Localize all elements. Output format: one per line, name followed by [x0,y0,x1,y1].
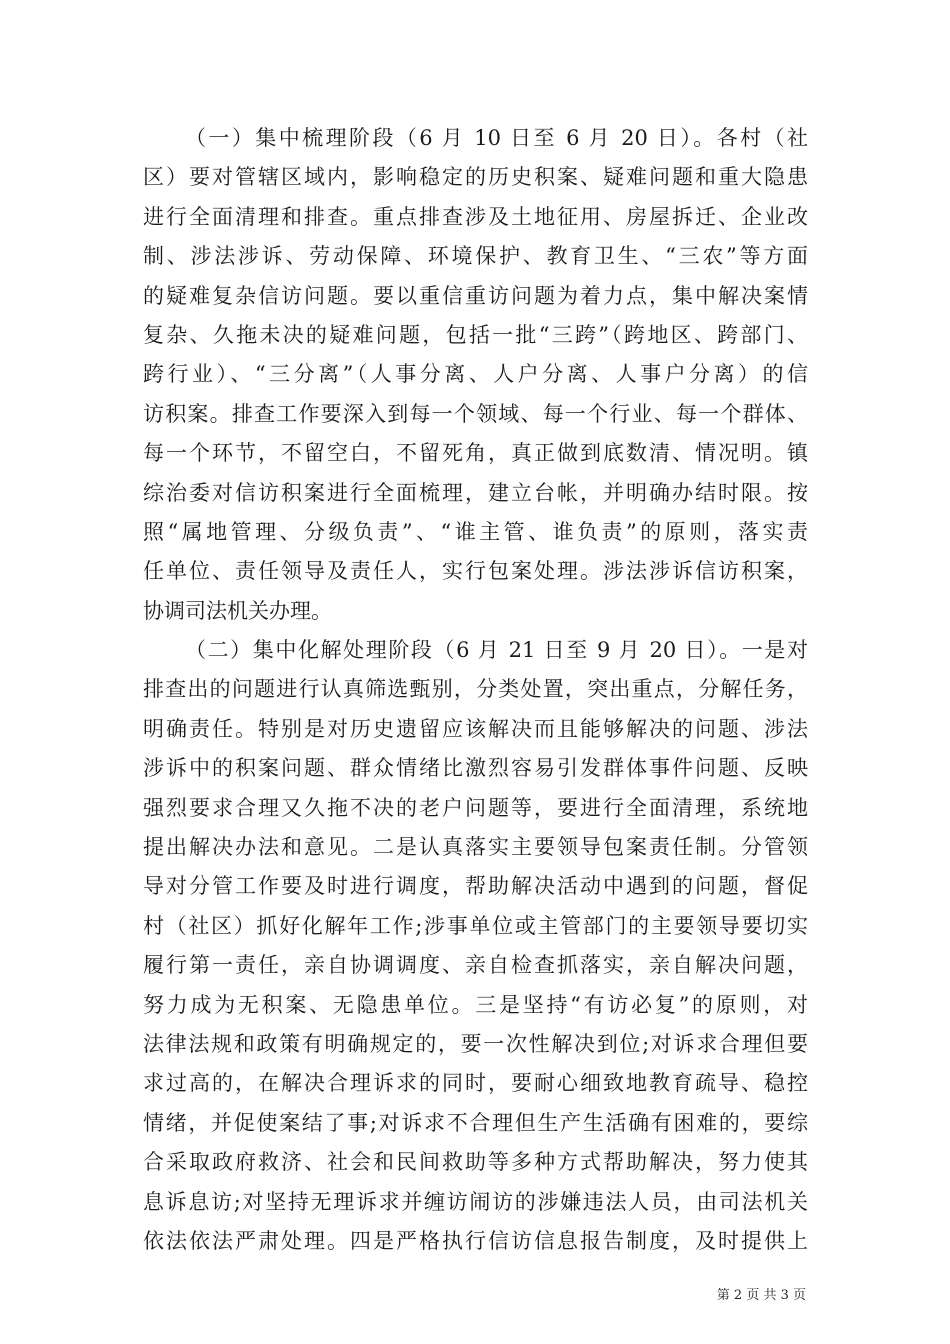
text-line: 的疑难复杂信访问题。要以重信重访问题为着力点，集中解决案情 [143,283,808,308]
paragraph-2 [143,631,808,1261]
text-line: 复杂、久拖未决的疑难问题，包括一批“三跨”（跨地区、跨部门、 [143,322,808,347]
paragraph-1 [143,119,808,631]
text-line: 排查出的问题进行认真筛选甄别，分类处置，突出重点，分解任务， [143,677,808,702]
text-line: 村（社区）抓好化解年工作;涉事单位或主管部门的主要领导要切实 [143,913,808,938]
text-line: 区）要对管辖区域内，影响稳定的历史积案、疑难问题和重大隐患 [143,165,808,190]
text-line: 明确责任。特别是对历史遗留应该解决而且能够解决的问题、涉法 [143,716,808,741]
document-body [143,119,808,1261]
text-line: 依法依法严肃处理。四是严格执行信访信息报告制度，及时提供上 [143,1228,808,1253]
text-line: 求过高的，在解决合理诉求的同时，要耐心细致地教育疏导、稳控 [143,1071,808,1096]
text-line: 导对分管工作要及时进行调度，帮助解决活动中遇到的问题，督促 [143,874,808,899]
text-line: 协调司法机关办理。 [143,598,332,623]
text-line: 合采取政府救济、社会和民间救助等多种方式帮助解决，努力使其 [143,1150,808,1175]
text-line: 强烈要求合理又久拖不决的老户问题等，要进行全面清理，系统地 [143,795,808,820]
text-line: 访积案。排查工作要深入到每一个领域、每一个行业、每一个群体、 [143,401,808,426]
text-line: （一）集中梳理阶段（6 月 10 日至 6 月 20 日）。各村（社 [185,126,808,150]
text-line: 综治委对信访积案进行全面梳理，建立台帐，并明确办结时限。按 [143,480,808,505]
text-line: 履行第一责任，亲自协调调度、亲自检查抓落实，亲自解决问题， [143,953,808,978]
text-line: （二）集中化解处理阶段（6 月 21 日至 9 月 20 日）。一是对 [185,638,808,663]
text-line: 制、涉法涉诉、劳动保障、环境保护、教育卫生、“三农”等方面 [143,244,808,269]
text-line: 涉诉中的积案问题、群众情绪比激烈容易引发群体事件问题、反映 [143,756,808,781]
text-line: 照“属地管理、分级负责”、“谁主管、谁负责”的原则，落实责 [143,519,808,544]
text-line: 任单位、责任领导及责任人，实行包案处理。涉法涉诉信访积案， [143,559,808,584]
text-line: 进行全面清理和排查。重点排查涉及土地征用、房屋拆迁、企业改 [143,204,808,229]
text-line: 提出解决办法和意见。二是认真落实主要领导包案责任制。分管领 [143,835,808,860]
text-line: 努力成为无积案、无隐患单位。三是坚持“有访必复”的原则，对 [143,992,808,1017]
text-line: 情绪，并促使案结了事;对诉求不合理但生产生活确有困难的，要综 [143,1110,808,1135]
text-line: 法律法规和政策有明确规定的，要一次性解决到位;对诉求合理但要 [143,1031,808,1056]
text-line: 每一个环节，不留空白，不留死角，真正做到底数清、情况明。镇 [143,441,808,466]
page-number: 第 2 页 共 3 页 [716,1288,806,1303]
text-line: 跨行业）、“三分离”（人事分离、人户分离、人事户分离）的信 [143,362,808,387]
text-line: 息诉息访;对坚持无理诉求并缠访闹访的涉嫌违法人员，由司法机关 [143,1189,808,1214]
